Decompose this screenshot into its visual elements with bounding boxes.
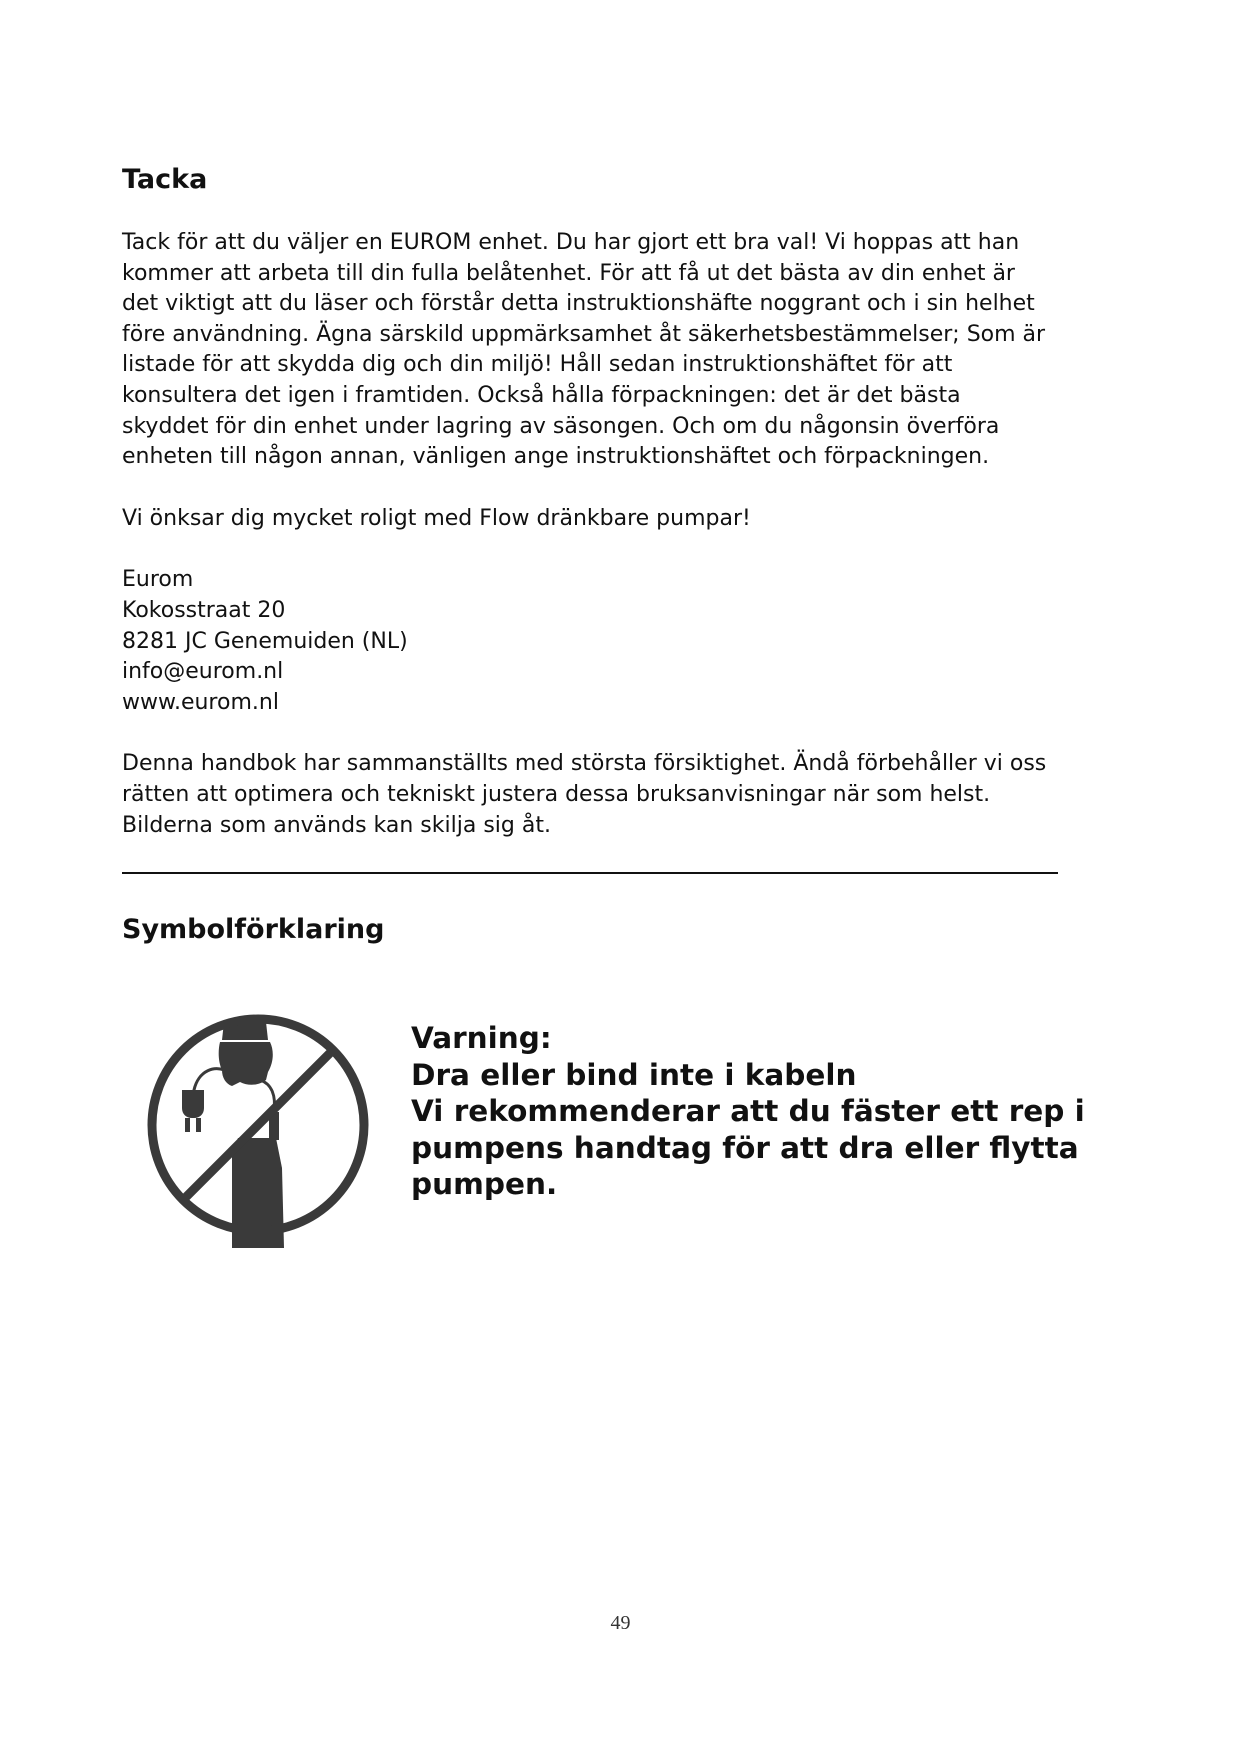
warning-text: [411, 1020, 1111, 1203]
disclaimer-line: Denna handbok har sammanställts med största försiktighet. Ändå förbehåller vi oss: [122, 751, 1047, 777]
section-title-thanks: Tacka: [122, 164, 208, 195]
warning-line: pumpen.: [411, 1167, 558, 1201]
street-address: Kokosstraat 20: [122, 597, 286, 623]
wish-line: Vi önksar dig mycket roligt med Flow dränkbare pumpar!: [122, 505, 751, 531]
intro-line: det viktigt att du läser och förstår detta instruktionshäfte noggrant och i sin helhet: [122, 291, 1035, 317]
intro-line: Tack för att du väljer en EUROM enhet. Du har gjort ett bra val! Vi hoppas att han: [122, 230, 1020, 255]
warning-line: Dra eller bind inte i kabeln: [411, 1057, 857, 1092]
disclaimer-line: Bilderna som används kan skilja sig åt.: [122, 812, 551, 838]
section-divider: [122, 872, 1058, 874]
section-title-symbols: Symbolförklaring: [122, 914, 385, 945]
warning-line: pumpens handtag för att dra eller flytta: [411, 1130, 1079, 1165]
intro-line: skyddet för din enhet under lagring av säsongen. Och om du någonsin överföra: [122, 413, 1000, 439]
intro-line: listade för att skydda dig och din miljö! Håll sedan instruktionshäftet för att: [122, 352, 953, 378]
intro-paragraph: [122, 228, 1132, 841]
email-address: info@eurom.nl: [122, 659, 284, 685]
intro-line: kommer att arbeta till din fulla belåtenhet. För att få ut det bästa av din enhet är: [122, 260, 1015, 286]
page-number: 49: [610, 1612, 631, 1634]
intro-line: före användning. Ägna särskild uppmärksamhet åt säkerhetsbestämmelser; Som är: [122, 321, 1046, 347]
city-address: 8281 JC Genemuiden (NL): [122, 628, 408, 654]
thanks-section: [122, 160, 1132, 841]
disclaimer-line: rätten att optimera och tekniskt justera dessa bruksanvisningar när som helst.: [122, 781, 991, 807]
no-pulling-by-cable-icon: [128, 1000, 388, 1250]
warning-line: Varning:: [411, 1021, 552, 1055]
intro-line: konsultera det igen i framtiden. Också hålla förpackningen: det är det bästa: [122, 382, 961, 408]
warning-line: Vi rekommenderar att du fäster ett rep i: [411, 1094, 1085, 1128]
symbol-section-header: [122, 910, 384, 950]
company-name: Eurom: [122, 567, 194, 593]
disclaimer-paragraph: [122, 749, 1132, 841]
intro-line: enheten till någon annan, vänligen ange instruktionshäftet och förpackningen.: [122, 444, 990, 470]
address-block: [122, 565, 1132, 718]
website-address: www.eurom.nl: [122, 689, 279, 715]
